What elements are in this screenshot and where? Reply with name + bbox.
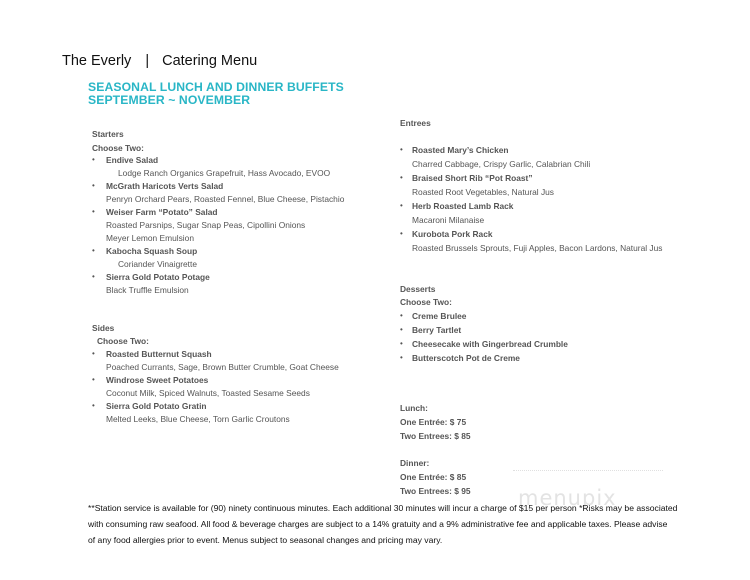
entree-item-name: Herb Roasted Lamb Rack — [412, 201, 514, 211]
bullet-icon: • — [400, 339, 403, 348]
starter-item-desc: Lodge Ranch Organics Grapefruit, Hass Avocado, EVOO — [118, 168, 331, 178]
bullet-icon: • — [92, 155, 95, 164]
footer-note-line2: with consuming raw seafood. All food & beverage charges are subject to a 14% gratuity and a 9% administrative fee and applicable taxes. Please advise — [88, 519, 668, 529]
entree-item-desc: Charred Cabbage, Crispy Garlic, Calabrian Chili — [412, 159, 591, 169]
bullet-icon: • — [400, 353, 403, 362]
entree-item-desc: Macaroni Milanaise — [412, 215, 485, 225]
side-item-desc: Poached Currants, Sage, Brown Butter Crumble, Goat Cheese — [106, 362, 339, 372]
lunch-two-entrees-price: Two Entrees: $ 85 — [400, 431, 471, 441]
bullet-icon: • — [400, 229, 403, 238]
starters-choose: Choose Two: — [92, 143, 144, 153]
entrees-heading: Entrees — [400, 118, 431, 128]
entree-item-desc: Roasted Root Vegetables, Natural Jus — [412, 187, 554, 197]
watermark-logo: menupix — [518, 486, 617, 510]
entree-item-name: Kurobota Pork Rack — [412, 229, 493, 239]
bullet-icon: • — [92, 375, 95, 384]
bullet-icon: • — [92, 349, 95, 358]
bullet-icon: • — [400, 325, 403, 334]
side-item-name: Sierra Gold Potato Gratin — [106, 401, 207, 411]
entree-item-name: Roasted Mary’s Chicken — [412, 145, 509, 155]
starter-item-name: Sierra Gold Potato Potage — [106, 272, 210, 282]
starter-item-name: Endive Salad — [106, 155, 159, 165]
starter-item-desc: Penryn Orchard Pears, Roasted Fennel, Blue Cheese, Pistachio — [106, 194, 345, 204]
dessert-item: Berry Tartlet — [412, 325, 462, 335]
desserts-choose: Choose Two: — [400, 297, 452, 307]
starter-item-desc: Roasted Parsnips, Sugar Snap Peas, Cipollini Onions — [106, 220, 306, 230]
bullet-icon: • — [92, 401, 95, 410]
bullet-icon: • — [400, 173, 403, 182]
bullet-icon: • — [92, 181, 95, 190]
side-item-desc: Melted Leeks, Blue Cheese, Torn Garlic Croutons — [106, 414, 290, 424]
entree-item-desc: Roasted Brussels Sprouts, Fuji Apples, Bacon Lardons, Natural Jus — [412, 243, 663, 253]
dessert-item: Butterscotch Pot de Creme — [412, 353, 520, 363]
footer-note-line1: **Station service is available for (90) ninety continuous minutes. Each additional 30 minutes will incur a charge of $15 per person *Risks may be associated — [88, 503, 678, 513]
header-separator: | — [145, 53, 150, 69]
side-item-name: Windrose Sweet Potatoes — [106, 375, 209, 385]
dinner-heading: Dinner: — [400, 458, 430, 468]
restaurant-name: The Everly — [62, 53, 132, 69]
starter-item-name: McGrath Haricots Verts Salad — [106, 181, 224, 191]
desserts-heading: Desserts — [400, 284, 436, 294]
starter-item-desc: Black Truffle Emulsion — [106, 285, 189, 295]
bullet-icon: • — [400, 145, 403, 154]
bullet-icon: • — [400, 311, 403, 320]
bullet-icon: • — [400, 201, 403, 210]
lunch-one-entree-price: One Entrée: $ 75 — [400, 417, 467, 427]
starter-item-name: Weiser Farm “Potato” Salad — [106, 207, 218, 217]
bullet-icon: • — [92, 272, 95, 281]
dessert-item: Creme Brulee — [412, 311, 467, 321]
dessert-item: Cheesecake with Gingerbread Crumble — [412, 339, 568, 349]
bullet-icon: • — [92, 207, 95, 216]
page-header — [62, 53, 257, 69]
watermark-divider — [513, 470, 663, 471]
starters-heading: Starters — [92, 129, 124, 139]
menu-type: Catering Menu — [162, 53, 258, 69]
menu-season: SEPTEMBER ~ NOVEMBER — [88, 93, 251, 107]
lunch-heading: Lunch: — [400, 403, 428, 413]
side-item-name: Roasted Butternut Squash — [106, 349, 212, 359]
sides-heading: Sides — [92, 323, 115, 333]
side-item-desc: Coconut Milk, Spiced Walnuts, Toasted Sesame Seeds — [106, 388, 310, 398]
bullet-icon: • — [92, 246, 95, 255]
starter-item-desc: Meyer Lemon Emulsion — [106, 233, 194, 243]
sides-choose: Choose Two: — [97, 336, 149, 346]
menu-title: SEASONAL LUNCH AND DINNER BUFFETS — [88, 80, 344, 94]
starter-item-name: Kabocha Squash Soup — [106, 246, 198, 256]
dinner-one-entree-price: One Entrée: $ 85 — [400, 472, 467, 482]
footer-note-line3: of any food allergies prior to event. Menus subject to seasonal changes and pricing may vary. — [88, 535, 443, 545]
dinner-two-entrees-price: Two Entrees: $ 95 — [400, 486, 471, 496]
entree-item-name: Braised Short Rib “Pot Roast” — [412, 173, 533, 183]
starter-item-desc: Coriander Vinaigrette — [118, 259, 197, 269]
